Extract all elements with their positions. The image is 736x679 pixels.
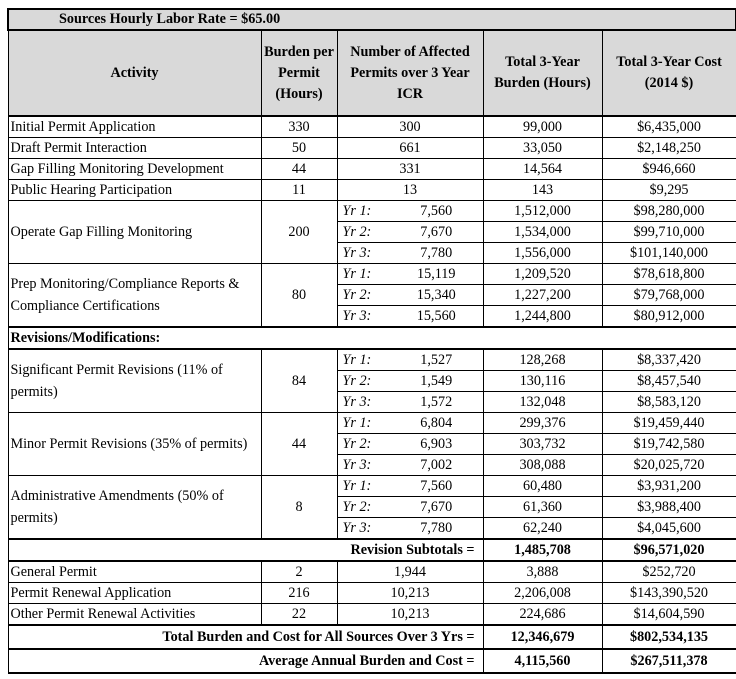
revisions-heading: Revisions/Modifications: xyxy=(8,327,736,349)
burden-cell: 22 xyxy=(261,604,337,626)
header-row xyxy=(8,30,736,116)
total-cost-cell: $3,988,400 xyxy=(602,497,736,518)
burden-cell: 50 xyxy=(261,138,337,159)
grand-total-cost: $802,534,135 xyxy=(602,625,736,649)
total-burden-cell: 303,732 xyxy=(483,434,602,455)
burden-cell: 216 xyxy=(261,583,337,604)
subtotal-label: Revision Subtotals = xyxy=(8,539,483,561)
affected-cell: 331 xyxy=(337,159,483,180)
total-cost-cell: $8,583,120 xyxy=(602,392,736,413)
total-burden-cell: 2,206,008 xyxy=(483,583,602,604)
affected-cell: 10,213 xyxy=(337,583,483,604)
burden-cell: 80 xyxy=(261,264,337,328)
table-row xyxy=(8,583,736,604)
activity-cell: Draft Permit Interaction xyxy=(8,138,261,159)
labor-rate-label: Sources Hourly Labor Rate = $65.00 xyxy=(8,9,736,30)
total-burden-cell: 130,116 xyxy=(483,371,602,392)
table-row xyxy=(8,349,736,371)
table-row xyxy=(8,116,736,138)
year-label: Yr 3: xyxy=(337,306,402,328)
affected-cell: 1,944 xyxy=(337,561,483,583)
table-row xyxy=(8,264,736,285)
total-burden-cell: 1,556,000 xyxy=(483,243,602,264)
affected-cell: 1,549 xyxy=(402,371,483,392)
affected-cell: 1,572 xyxy=(402,392,483,413)
year-label: Yr 2: xyxy=(337,497,402,518)
total-cost-cell: $79,768,000 xyxy=(602,285,736,306)
table-row xyxy=(8,561,736,583)
burden-cell: 2 xyxy=(261,561,337,583)
revisions-heading-row xyxy=(8,327,736,349)
year-label: Yr 1: xyxy=(337,413,402,434)
total-cost-cell: $101,140,000 xyxy=(602,243,736,264)
total-burden-cell: 99,000 xyxy=(483,116,602,138)
affected-cell: 7,670 xyxy=(402,222,483,243)
affected-cell: 7,002 xyxy=(402,455,483,476)
grand-total-burden: 12,346,679 xyxy=(483,625,602,649)
table-row xyxy=(8,201,736,222)
revision-subtotal-row xyxy=(8,539,736,561)
total-burden-cell: 1,534,000 xyxy=(483,222,602,243)
affected-cell: 661 xyxy=(337,138,483,159)
year-label: Yr 2: xyxy=(337,434,402,455)
total-cost-cell: $80,912,000 xyxy=(602,306,736,328)
activity-cell: Permit Renewal Application xyxy=(8,583,261,604)
total-cost-cell: $9,295 xyxy=(602,180,736,201)
year-label: Yr 2: xyxy=(337,371,402,392)
activity-cell: Public Hearing Participation xyxy=(8,180,261,201)
year-label: Yr 1: xyxy=(337,201,402,222)
total-cost-cell: $252,720 xyxy=(602,561,736,583)
total-cost-cell: $2,148,250 xyxy=(602,138,736,159)
activity-cell: Significant Permit Revisions (11% of permits) xyxy=(8,349,261,413)
average-cost: $267,511,378 xyxy=(602,649,736,673)
activity-cell: Other Permit Renewal Activities xyxy=(8,604,261,626)
header-burden: Burden per Permit (Hours) xyxy=(261,30,337,116)
total-cost-cell: $8,337,420 xyxy=(602,349,736,371)
activity-cell: General Permit xyxy=(8,561,261,583)
total-burden-cell: 14,564 xyxy=(483,159,602,180)
year-label: Yr 1: xyxy=(337,264,402,285)
total-burden-cell: 61,360 xyxy=(483,497,602,518)
total-cost-cell: $14,604,590 xyxy=(602,604,736,626)
total-burden-cell: 62,240 xyxy=(483,518,602,540)
total-cost-cell: $143,390,520 xyxy=(602,583,736,604)
table-row xyxy=(8,138,736,159)
affected-cell: 7,780 xyxy=(402,518,483,540)
average-row xyxy=(8,649,736,673)
year-label: Yr 3: xyxy=(337,392,402,413)
total-cost-cell: $3,931,200 xyxy=(602,476,736,497)
grand-total-label: Total Burden and Cost for All Sources Over 3 Yrs = xyxy=(8,625,483,649)
affected-cell: 7,780 xyxy=(402,243,483,264)
total-burden-cell: 1,209,520 xyxy=(483,264,602,285)
total-burden-cell: 143 xyxy=(483,180,602,201)
total-burden-cell: 1,244,800 xyxy=(483,306,602,328)
labor-rate-row xyxy=(8,9,736,30)
affected-cell: 7,670 xyxy=(402,497,483,518)
burden-cell: 8 xyxy=(261,476,337,540)
total-burden-cell: 60,480 xyxy=(483,476,602,497)
affected-cell: 6,804 xyxy=(402,413,483,434)
affected-cell: 13 xyxy=(337,180,483,201)
icr-burden-table xyxy=(7,8,736,674)
table-row xyxy=(8,159,736,180)
header-affected: Number of Affected Permits over 3 Year ICR xyxy=(337,30,483,116)
total-burden-cell: 299,376 xyxy=(483,413,602,434)
total-cost-cell: $946,660 xyxy=(602,159,736,180)
total-burden-cell: 33,050 xyxy=(483,138,602,159)
activity-cell: Initial Permit Application xyxy=(8,116,261,138)
activity-cell: Prep Monitoring/Compliance Reports & Compliance Certifications xyxy=(8,264,261,328)
total-cost-cell: $78,618,800 xyxy=(602,264,736,285)
table-row xyxy=(8,476,736,497)
total-cost-cell: $4,045,600 xyxy=(602,518,736,540)
year-label: Yr 2: xyxy=(337,285,402,306)
affected-cell: 15,340 xyxy=(402,285,483,306)
year-label: Yr 3: xyxy=(337,243,402,264)
affected-cell: 15,560 xyxy=(402,306,483,328)
grand-total-row xyxy=(8,625,736,649)
burden-cell: 44 xyxy=(261,159,337,180)
burden-cell: 44 xyxy=(261,413,337,476)
affected-cell: 1,527 xyxy=(402,349,483,371)
burden-cell: 330 xyxy=(261,116,337,138)
total-burden-cell: 308,088 xyxy=(483,455,602,476)
total-cost-cell: $19,742,580 xyxy=(602,434,736,455)
affected-cell: 300 xyxy=(337,116,483,138)
total-burden-cell: 1,512,000 xyxy=(483,201,602,222)
total-burden-cell: 132,048 xyxy=(483,392,602,413)
activity-cell: Administrative Amendments (50% of permits) xyxy=(8,476,261,540)
total-burden-cell: 3,888 xyxy=(483,561,602,583)
affected-cell: 10,213 xyxy=(337,604,483,626)
table-row xyxy=(8,604,736,626)
average-burden: 4,115,560 xyxy=(483,649,602,673)
total-burden-cell: 128,268 xyxy=(483,349,602,371)
total-cost-cell: $8,457,540 xyxy=(602,371,736,392)
subtotal-burden: 1,485,708 xyxy=(483,539,602,561)
affected-cell: 7,560 xyxy=(402,201,483,222)
burden-cell: 11 xyxy=(261,180,337,201)
activity-cell: Gap Filling Monitoring Development xyxy=(8,159,261,180)
total-cost-cell: $6,435,000 xyxy=(602,116,736,138)
year-label: Yr 3: xyxy=(337,455,402,476)
activity-cell: Operate Gap Filling Monitoring xyxy=(8,201,261,264)
subtotal-cost: $96,571,020 xyxy=(602,539,736,561)
header-total-cost: Total 3-Year Cost (2014 $) xyxy=(602,30,736,116)
total-burden-cell: 224,686 xyxy=(483,604,602,626)
year-label: Yr 1: xyxy=(337,349,402,371)
affected-cell: 15,119 xyxy=(402,264,483,285)
total-burden-cell: 1,227,200 xyxy=(483,285,602,306)
burden-cell: 200 xyxy=(261,201,337,264)
affected-cell: 7,560 xyxy=(402,476,483,497)
year-label: Yr 2: xyxy=(337,222,402,243)
table-row xyxy=(8,413,736,434)
total-cost-cell: $20,025,720 xyxy=(602,455,736,476)
header-activity: Activity xyxy=(8,30,261,116)
year-label: Yr 3: xyxy=(337,518,402,540)
total-cost-cell: $98,280,000 xyxy=(602,201,736,222)
header-total-burden: Total 3-Year Burden (Hours) xyxy=(483,30,602,116)
activity-cell: Minor Permit Revisions (35% of permits) xyxy=(8,413,261,476)
burden-cell: 84 xyxy=(261,349,337,413)
year-label: Yr 1: xyxy=(337,476,402,497)
table-row xyxy=(8,180,736,201)
average-label: Average Annual Burden and Cost = xyxy=(8,649,483,673)
affected-cell: 6,903 xyxy=(402,434,483,455)
total-cost-cell: $19,459,440 xyxy=(602,413,736,434)
total-cost-cell: $99,710,000 xyxy=(602,222,736,243)
